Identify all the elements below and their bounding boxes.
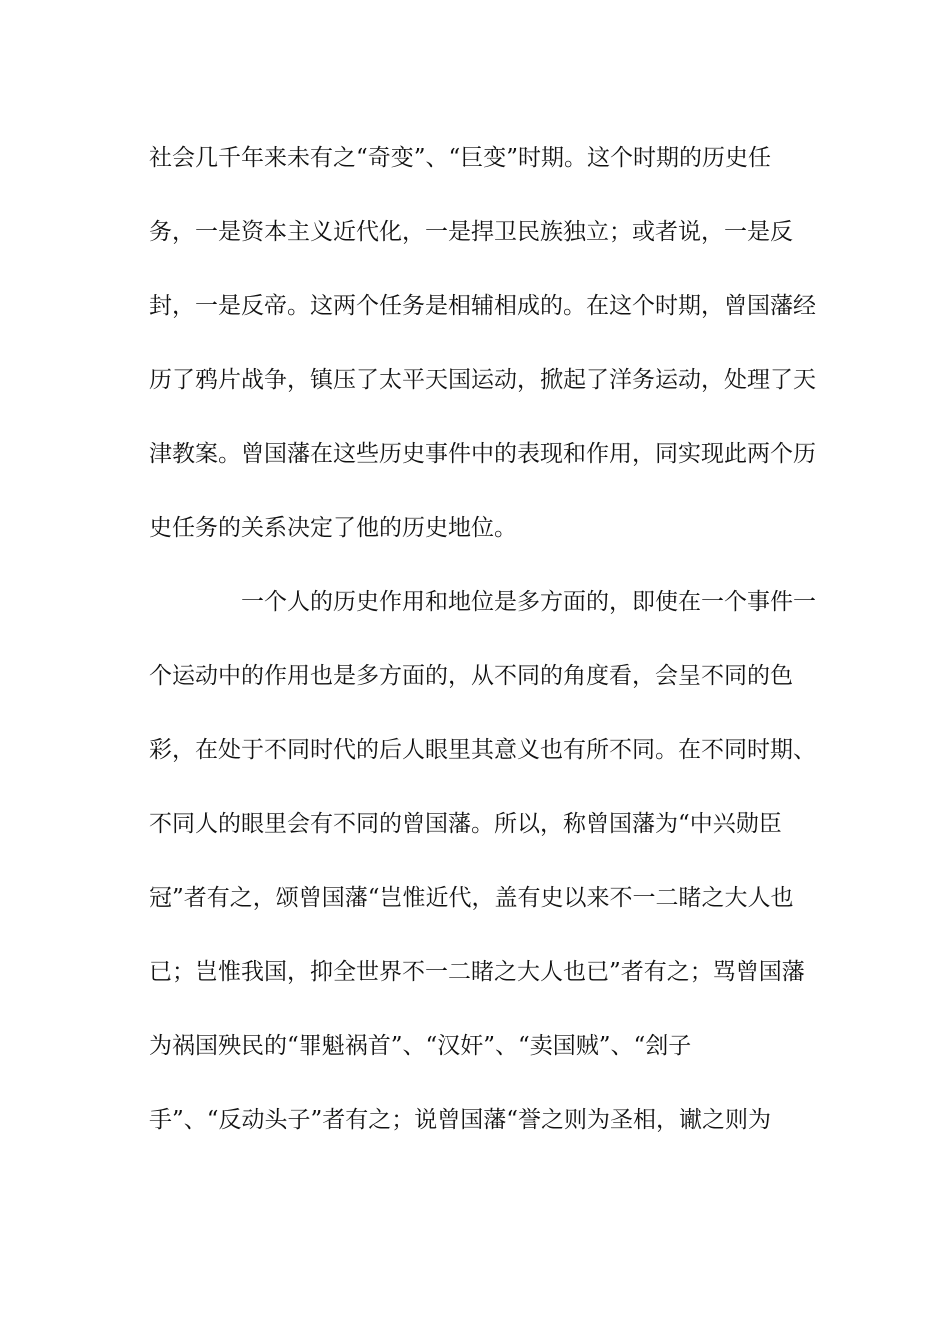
text-line: 历了鸦片战争，镇压了太平天国运动，掀起了洋务运动，处理了天 bbox=[149, 367, 816, 393]
paragraph-first-line: 一个人的历史作用和地位是多方面的，即使在一个事件一 bbox=[241, 589, 816, 615]
text-line: 为祸国殃民的“罪魁祸首”、“汉奸”、“卖国贼”、“刽子 bbox=[149, 1033, 692, 1059]
text-line: 封，一是反帝。这两个任务是相辅相成的。在这个时期，曾国藩经 bbox=[149, 293, 816, 319]
text-line: 彩，在处于不同时代的后人眼里其意义也有所不同。在不同时期、 bbox=[149, 737, 816, 763]
text-line: 不同人的眼里会有不同的曾国藩。所以，称曾国藩为“中兴勋臣 bbox=[149, 811, 782, 837]
text-line: 冠”者有之，颂曾国藩“岂惟近代，盖有史以来不一二睹之大人也 bbox=[149, 885, 794, 911]
text-line: 已；岂惟我国，抑全世界不一二睹之大人也已”者有之；骂曾国藩 bbox=[149, 959, 805, 985]
text-line: 手”、“反动头子”者有之；说曾国藩“誉之则为圣相，谳之则为 bbox=[149, 1107, 772, 1133]
text-line: 务，一是资本主义近代化，一是捍卫民族独立；或者说，一是反 bbox=[149, 219, 793, 245]
text-line: 史任务的关系决定了他的历史地位。 bbox=[149, 515, 517, 541]
text-line: 津教案。曾国藩在这些历史事件中的表现和作用，同实现此两个历 bbox=[149, 441, 816, 467]
body-text bbox=[149, 137, 816, 1173]
text-line: 社会几千年来未有之“奇变”、“巨变”时期。这个时期的历史任 bbox=[149, 145, 772, 171]
text-line: 个运动中的作用也是多方面的，从不同的角度看，会呈不同的色 bbox=[149, 663, 793, 689]
